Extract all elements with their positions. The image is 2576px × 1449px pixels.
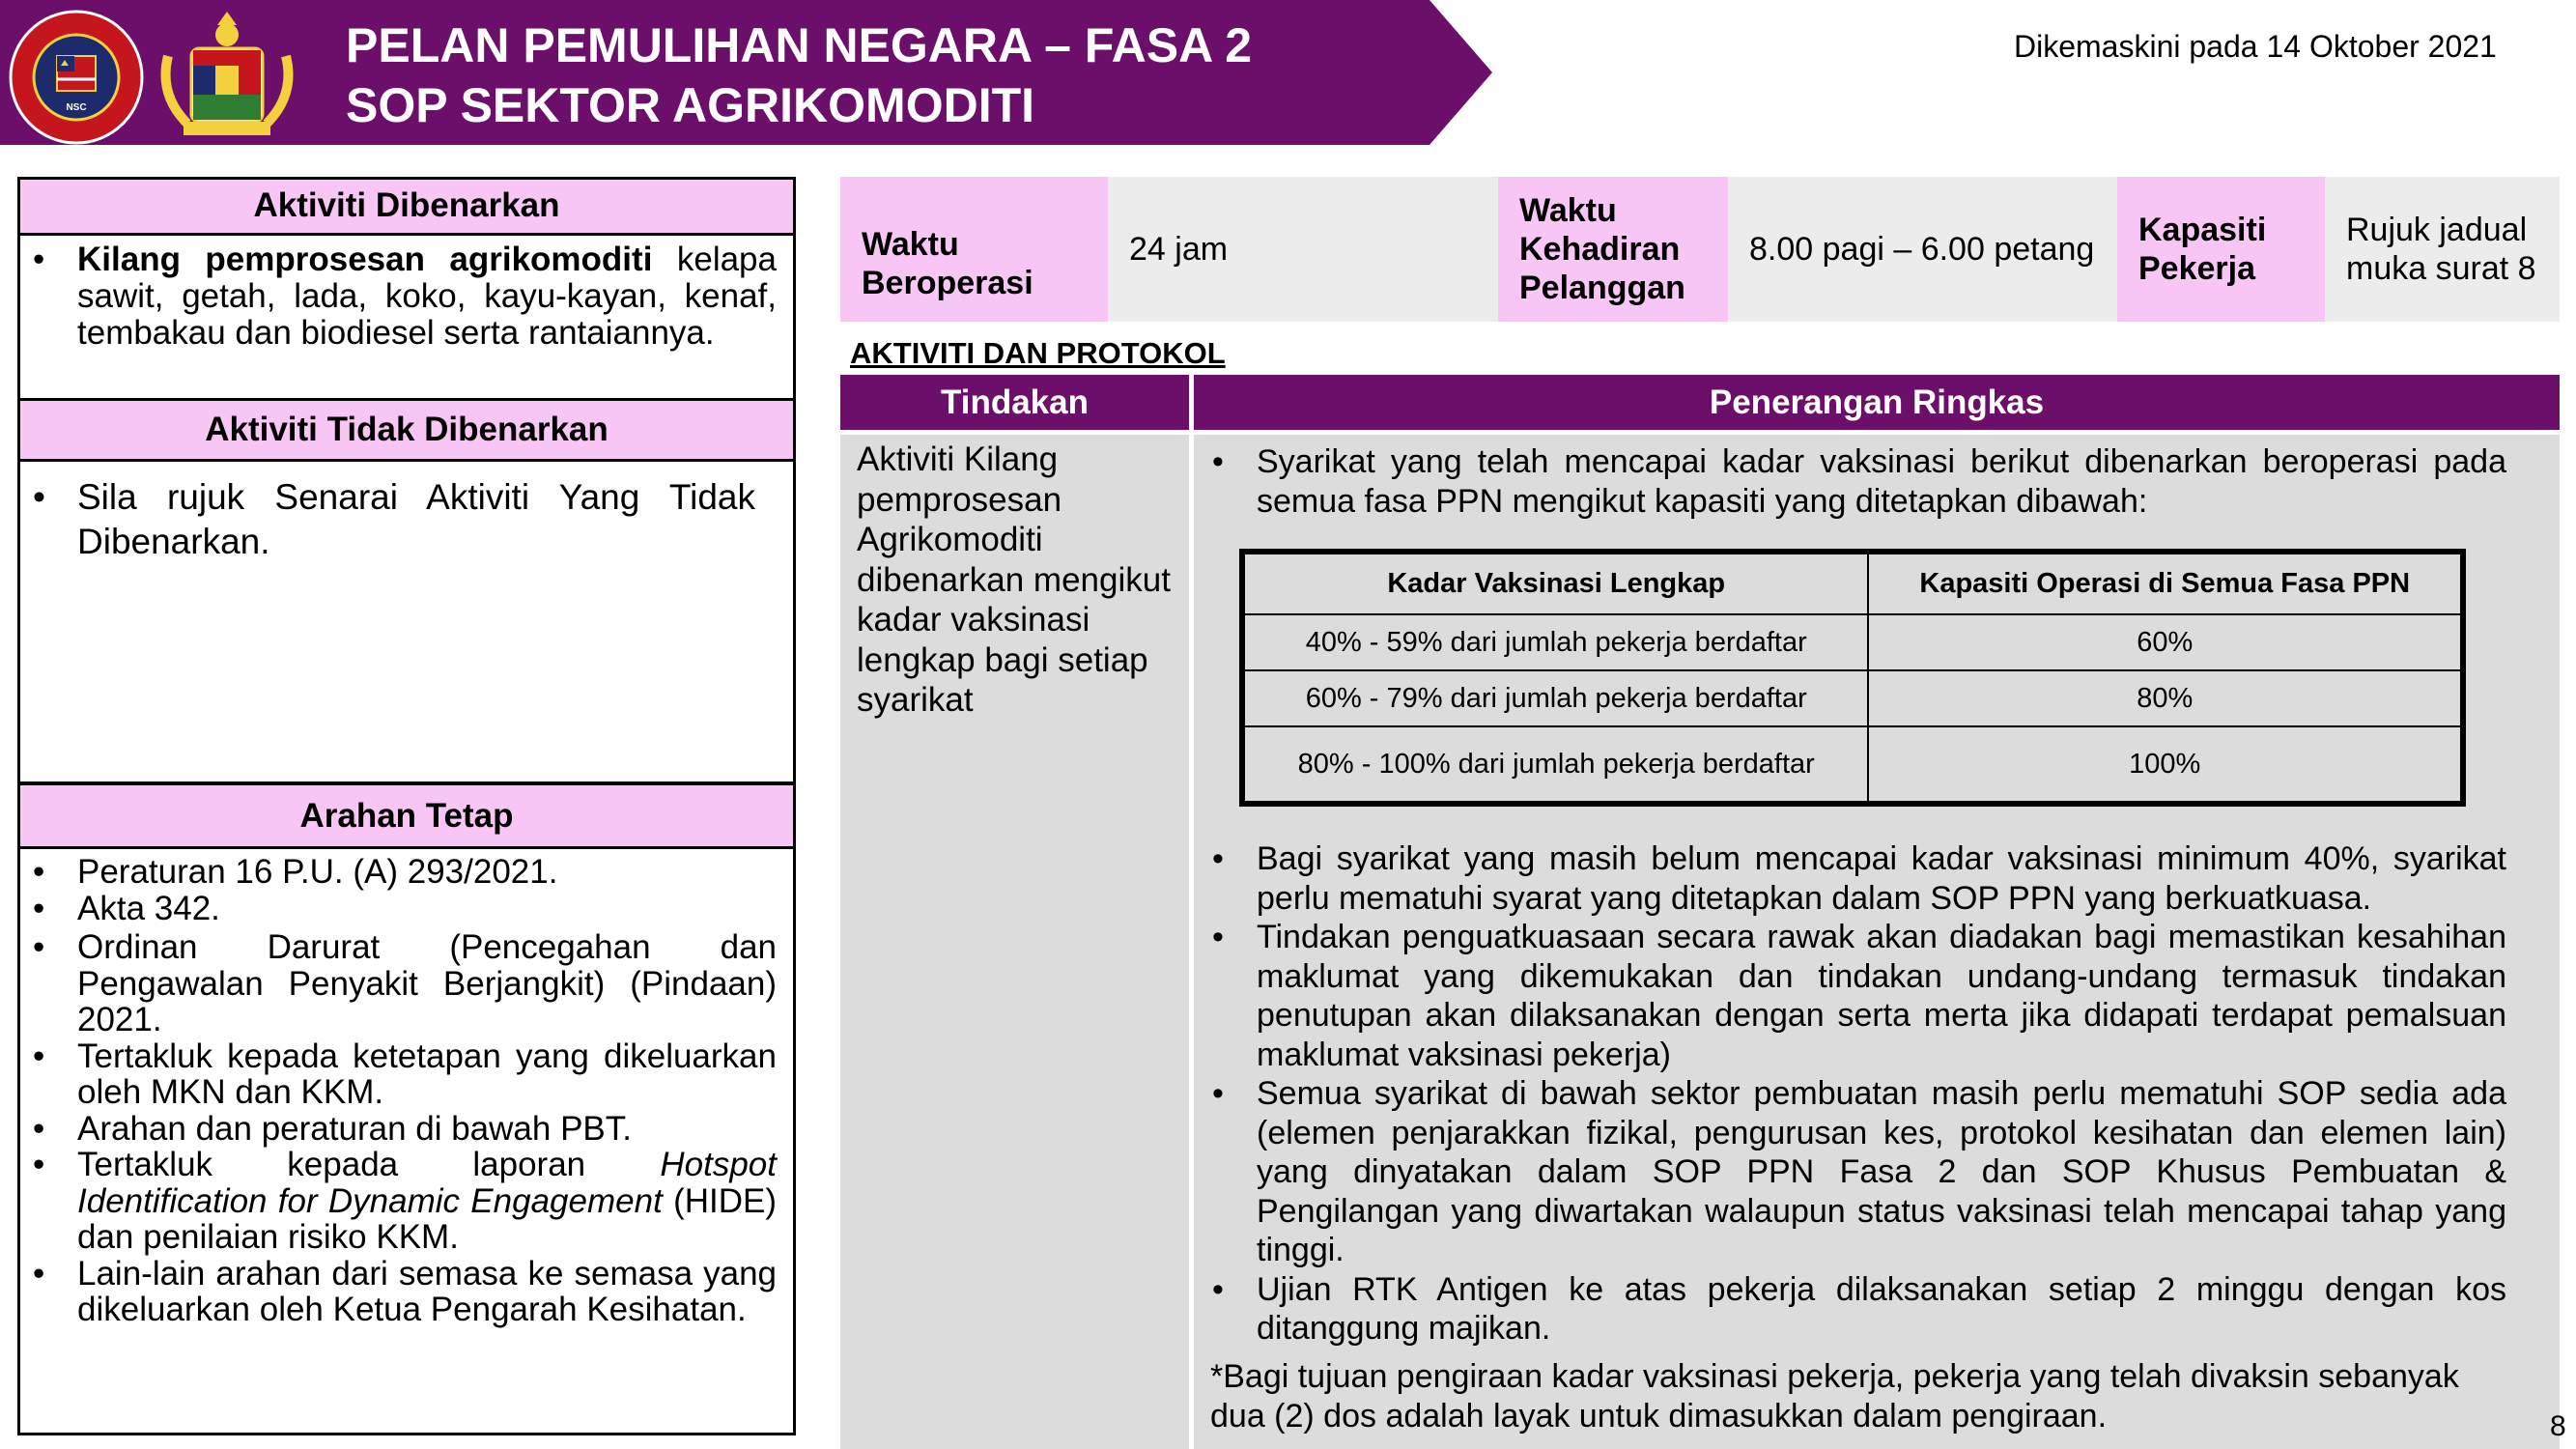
action-line: syarikat	[857, 681, 974, 719]
description-bullets	[1201, 839, 2506, 1349]
page-title-line1: PELAN PEMULIHAN NEGARA – FASA 2	[346, 18, 1253, 72]
allowed-activities-list	[21, 242, 777, 352]
action-line: kadar vaksinasi	[857, 601, 1090, 639]
customer-hours-value: 8.00 pagi – 6.00 petang	[1728, 177, 2117, 322]
not-allowed-item: • Sila rujuk Senarai Aktiviti Yang Tidak Dibenarkan.	[21, 475, 755, 564]
standing-item: • Peraturan 16 P.U. (A) 293/2021.	[21, 854, 777, 891]
vax-capacity-cell: 60%	[1868, 614, 2461, 670]
standing-orders-list	[21, 854, 777, 1328]
action-line: lengkap bagi setiap	[857, 640, 1148, 679]
description-bullet: • Semua syarikat di bawah sektor pembuatan masih perlu mematuhi SOP sedia ada (elemen penjarakkan fizikal, pengurusan kes, protokol kesihatan dan elemen lain) yang dinyatakan dalam SOP PPN Fasa 2 dan SOP Khusus Pembuatan & Pengilangan yang diwartakan walaupun status vaksinasi telah mencapai tahap yang tinggi.	[1201, 1074, 2506, 1270]
operating-hours-value: 24 jam	[1108, 177, 1498, 322]
page-number: 8	[2550, 1410, 2566, 1442]
svg-text:NSC: NSC	[66, 102, 87, 113]
vaccination-capacity-table	[1239, 549, 2466, 807]
standing-item: • Akta 342.	[21, 891, 777, 927]
coat-of-arms-logo	[155, 8, 299, 141]
description-bullet: • Syarikat yang telah mencapai kadar vaksinasi berikut dibenarkan beroperasi pada semua fasa PPN mengikut kapasiti yang ditetapkan dibawah:	[1201, 442, 2506, 521]
page-title-line2: SOP SEKTOR AGRIKOMODITI	[346, 78, 1035, 132]
column-header-action: Tindakan	[840, 375, 1189, 430]
action-line: Agrikomoditi	[857, 521, 1043, 558]
operating-hours-label: Waktu Beroperasi	[840, 177, 1108, 322]
action-line: Aktiviti Kilang	[857, 440, 1059, 478]
standing-item: • Tertakluk kepada laporan Hotspot Identification for Dynamic Engagement (HIDE) dan penilaian risiko KKM.	[21, 1147, 777, 1256]
vax-capacity-cell: 80%	[1868, 670, 2461, 726]
vax-capacity-cell: 100%	[1868, 726, 2461, 802]
standing-orders-heading: Arahan Tetap	[17, 782, 796, 849]
standing-item: • Arahan dan peraturan di bawah PBT.	[21, 1111, 777, 1148]
vax-rate-cell: 40% - 59% dari jumlah pekerja berdaftar	[1244, 614, 1868, 670]
nsc-logo	[5, 10, 148, 145]
vax-rate-cell: 60% - 79% dari jumlah pekerja berdaftar	[1244, 670, 1868, 726]
not-allowed-activities-list	[21, 475, 755, 564]
description-bullet: • Bagi syarikat yang masih belum mencapai kadar vaksinasi minimum 40%, syarikat perlu mematuhi syarat yang ditetapkan dalam SOP PPN yang berkuatkuasa.	[1201, 839, 2506, 918]
action-line: pemprosesan	[857, 480, 1062, 519]
worker-capacity-value: Rujuk jadual muka surat 8	[2325, 177, 2560, 322]
description-intro	[1201, 442, 2506, 521]
description-bullet: • Tindakan penguatkuasaan secara rawak akan diadakan bagi memastikan kesahihan maklumat yang dikemukakan dan tindakan undang-undang termasuk tindakan penutupan akan dilaksanakan dengan serta merta jika didapati terdapat pemalsuan maklumat vaksinasi pekerja)	[1201, 918, 2506, 1074]
footnote: *Bagi tujuan pengiraan kadar vaksinasi pekerja, pekerja yang telah divaksin sebanyak dua (2) dos adalah layak untuk dimasukkan dalam pengiraan.	[1210, 1358, 2459, 1435]
vax-header-capacity: Kapasiti Operasi di Semua Fasa PPN	[1868, 554, 2461, 614]
vax-rate-cell: 80% - 100% dari jumlah pekerja berdaftar	[1244, 726, 1868, 802]
description-bullet: • Ujian RTK Antigen ke atas pekerja dilaksanakan setiap 2 minggu dengan kos ditanggung majikan.	[1201, 1270, 2506, 1349]
column-header-description: Penerangan Ringkas	[1194, 375, 2560, 430]
not-allowed-activities-heading: Aktiviti Tidak Dibenarkan	[17, 398, 796, 462]
allowed-activities-heading: Aktiviti Dibenarkan	[17, 177, 796, 236]
standing-item: • Lain-lain arahan dari semasa ke semasa yang dikeluarkan oleh Ketua Pengarah Kesihatan.	[21, 1256, 777, 1328]
standing-item: • Ordinan Darurat (Pencegahan dan Pengawalan Penyakit Berjangkit) (Pindaan) 2021.	[21, 929, 777, 1038]
updated-date: Dikemaskini pada 14 Oktober 2021	[2014, 29, 2497, 64]
section-title: AKTIVITI DAN PROTOKOL	[850, 336, 1226, 370]
customer-hours-label: Waktu Kehadiran Pelanggan	[1498, 177, 1728, 322]
allowed-item: • Kilang pemprosesan agrikomoditi kelapa sawit, getah, lada, koko, kayu-kayan, kenaf, tembakau dan biodiesel serta rantaiannya.	[21, 242, 777, 352]
vax-header-rate: Kadar Vaksinasi Lengkap	[1244, 554, 1868, 614]
worker-capacity-label: Kapasiti Pekerja	[2117, 177, 2325, 322]
action-text	[857, 440, 1190, 721]
standing-item: • Tertakluk kepada ketetapan yang dikeluarkan oleh MKN dan KKM.	[21, 1038, 777, 1111]
action-line: dibenarkan mengikut	[857, 560, 1171, 599]
